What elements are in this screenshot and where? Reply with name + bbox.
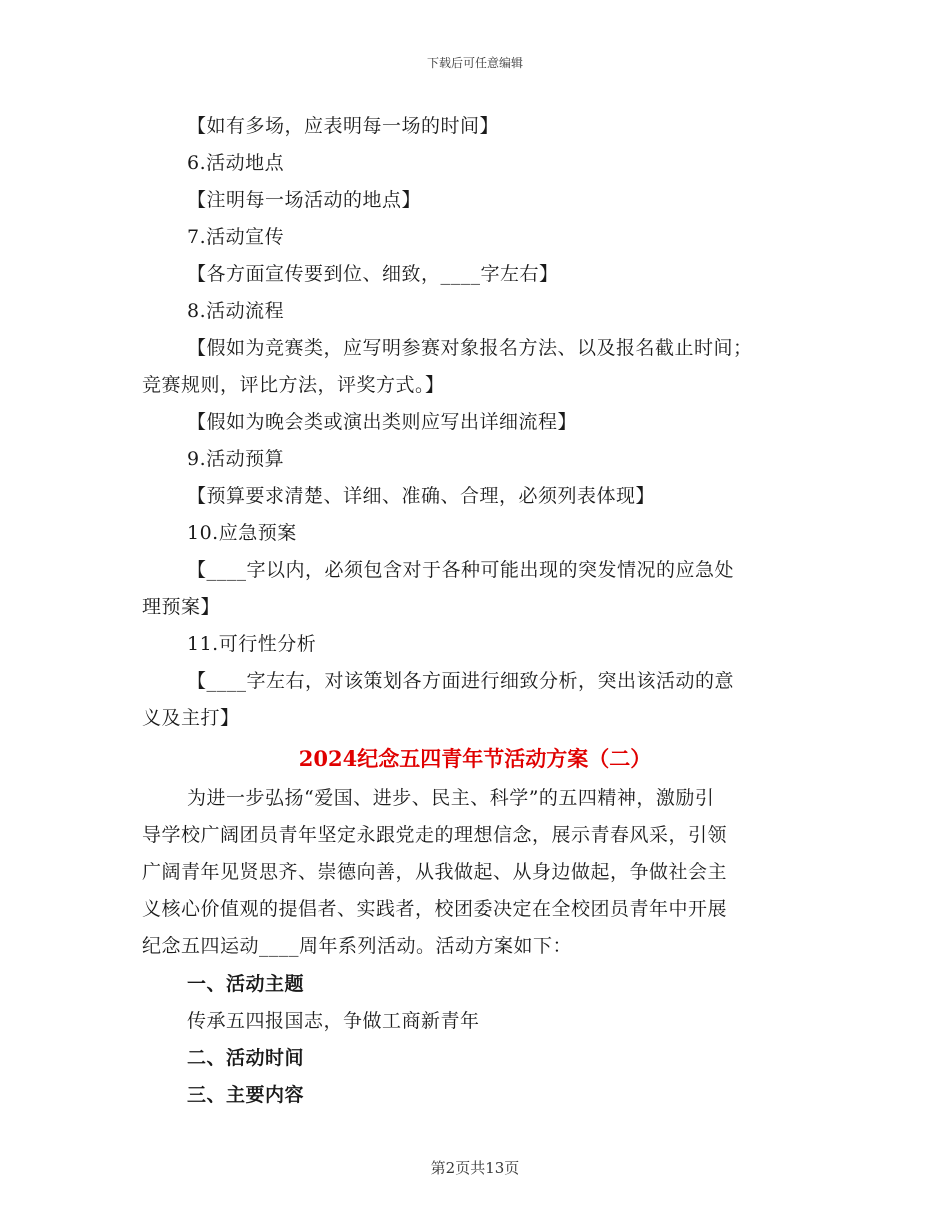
text-line: 【____字以内，必须包含对于各种可能出现的突发情况的应急处 [187,559,735,581]
intro-line: 义核心价值观的提倡者、实践者，校团委决定在全校团员青年中开展 [142,898,728,920]
heading-time: 二、活动时间 [187,1047,305,1069]
text-line: 【注明每一场活动的地点】 [187,189,422,211]
page-header-note: 下载后可任意编辑 [426,56,523,70]
intro-line: 导学校广阔团员青年坚定永跟党走的理想信念，展示青春风采，引领 [142,824,728,846]
text-line: 【预算要求清楚、详细、准确、合理，必须列表体现】 [187,485,656,507]
section-title: 2024纪念五四青年节活动方案（二） [298,746,652,771]
list-item-heading: 7.活动宣传 [187,226,285,248]
text-line: 【____字左右，对该策划各方面进行细致分析，突出该活动的意 [187,670,735,692]
heading-theme: 一、活动主题 [187,973,305,995]
intro-line: 广阔青年见贤思齐、崇德向善，从我做起、从身边做起，争做社会主 [142,861,728,883]
text-line: 【各方面宣传要到位、细致，____字左右】 [187,263,559,285]
list-item-heading: 10.应急预案 [187,522,297,544]
list-item-heading: 11.可行性分析 [187,633,317,655]
list-item-heading: 6.活动地点 [187,152,285,174]
heading-content: 三、主要内容 [187,1084,305,1106]
theme-text: 传承五四报国志，争做工商新青年 [187,1010,480,1032]
text-line: 【假如为竞赛类，应写明参赛对象报名方法、以及报名截止时间； [187,337,753,359]
text-line: 竞赛规则，评比方法，评奖方式。】 [142,374,445,396]
text-line: 理预案】 [142,596,221,618]
intro-line: 纪念五四运动____周年系列活动。活动方案如下： [142,935,573,957]
list-item-heading: 8.活动流程 [187,300,285,322]
text-line: 义及主打】 [142,707,240,729]
text-line: 【如有多场，应表明每一场的时间】 [187,115,500,137]
intro-line: 为进一步弘扬“爱国、进步、民主、科学”的五四精神，激励引 [187,787,715,809]
list-item-heading: 9.活动预算 [187,448,285,470]
text-line: 【假如为晚会类或演出类则应写出详细流程】 [187,411,578,433]
page-footer: 第2页共13页 [430,1159,520,1177]
